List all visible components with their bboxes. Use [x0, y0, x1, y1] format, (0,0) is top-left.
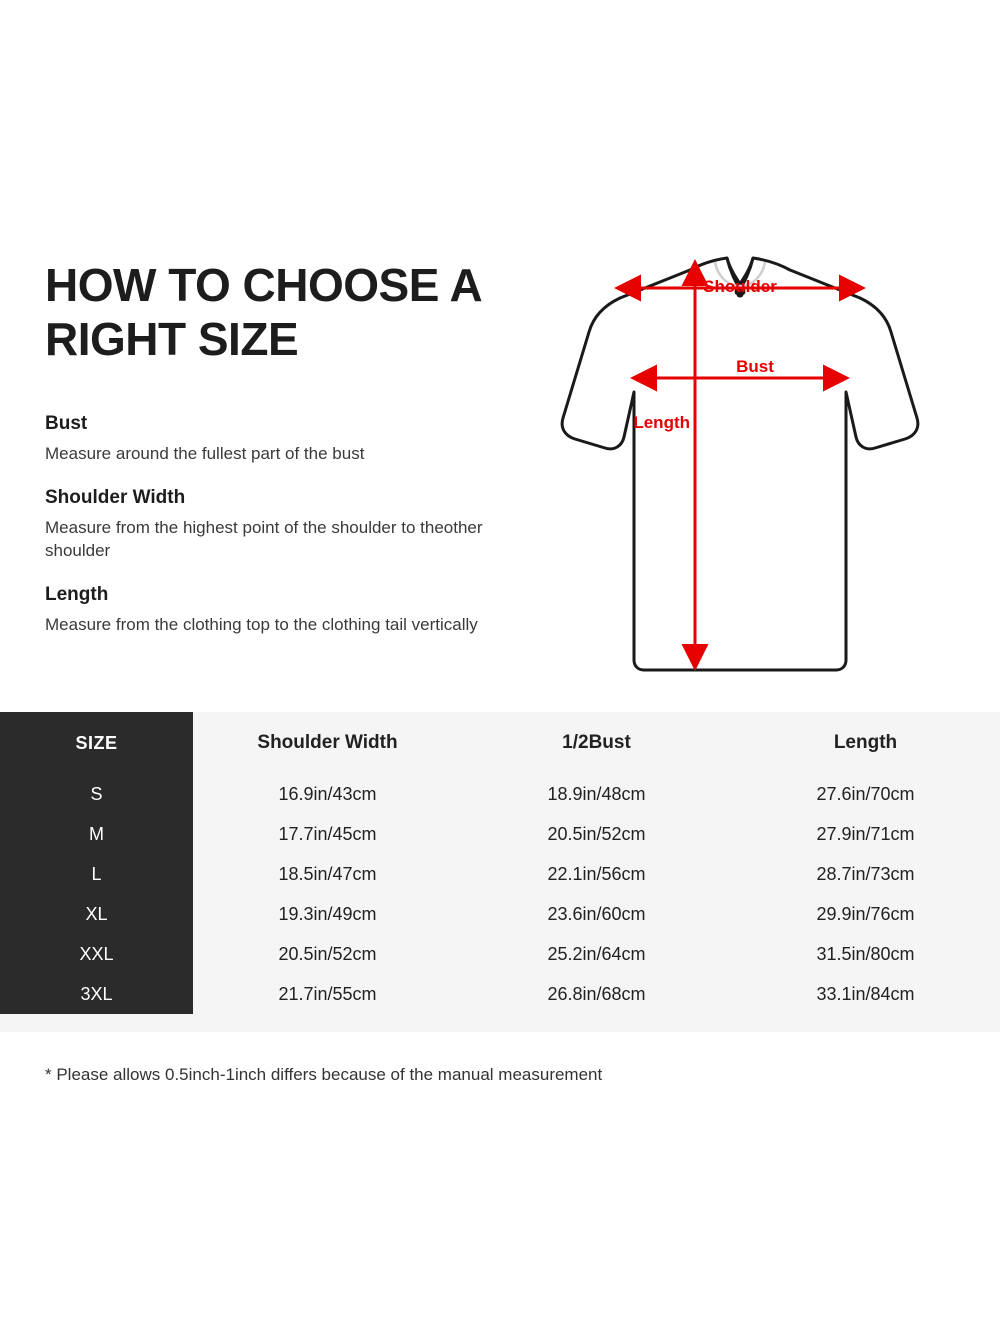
size-chart-table-wrapper: [0, 712, 1000, 1032]
cell-length: 28.7in/73cm: [731, 854, 1000, 894]
tshirt-outline: [562, 258, 918, 670]
measurement-footnote: * Please allows 0.5inch-1inch differs because of the manual measurement: [45, 1065, 603, 1084]
definition-desc-length: Measure from the clothing top to the clothing tail vertically: [45, 615, 478, 634]
tshirt-measurement-diagram: [505, 240, 975, 690]
table-row: [0, 934, 1000, 974]
column-header-half-bust: 1/2Bust: [562, 732, 631, 753]
table-row: [0, 974, 1000, 1014]
cell-shoulder-width: 21.7in/55cm: [193, 974, 462, 1014]
length-label: Length: [633, 413, 690, 432]
bust-label: Bust: [736, 357, 774, 376]
page-title: HOW TO CHOOSE A RIGHT SIZE: [45, 259, 481, 365]
size-chart-table: [0, 712, 1000, 1014]
cell-half-bust: 18.9in/48cm: [462, 774, 731, 814]
cell-shoulder-width: 18.5in/47cm: [193, 854, 462, 894]
cell-length: 29.9in/76cm: [731, 894, 1000, 934]
column-header-length: Length: [833, 732, 898, 753]
definition-term-length: Length: [45, 584, 109, 605]
cell-shoulder-width: 20.5in/52cm: [193, 934, 462, 974]
column-header-size: SIZE: [0, 712, 193, 774]
cell-length: 31.5in/80cm: [731, 934, 1000, 974]
cell-half-bust: 22.1in/56cm: [462, 854, 731, 894]
shoulder-label: Shoulder: [703, 277, 777, 296]
definition-term-bust: Bust: [45, 413, 88, 434]
definition-desc-shoulder: Measure from the highest point of the shoulder to theother shoulder: [45, 518, 483, 560]
cell-half-bust: 23.6in/60cm: [462, 894, 731, 934]
cell-half-bust: 26.8in/68cm: [462, 974, 731, 1014]
cell-shoulder-width: 19.3in/49cm: [193, 894, 462, 934]
definitions-list: [45, 413, 505, 658]
table-row: [0, 814, 1000, 854]
cell-length: 27.9in/71cm: [731, 814, 1000, 854]
cell-shoulder-width: 17.7in/45cm: [193, 814, 462, 854]
cell-length: 33.1in/84cm: [731, 974, 1000, 1014]
definition-term-shoulder: Shoulder Width: [45, 487, 186, 508]
cell-size: S: [0, 774, 193, 814]
table-header-row: [0, 712, 1000, 774]
definition-desc-bust: Measure around the fullest part of the bust: [45, 444, 365, 463]
cell-length: 27.6in/70cm: [731, 774, 1000, 814]
cell-size: XL: [0, 894, 193, 934]
cell-size: XXL: [0, 934, 193, 974]
table-row: [0, 854, 1000, 894]
cell-size: M: [0, 814, 193, 854]
cell-size: L: [0, 854, 193, 894]
column-header-shoulder-width: Shoulder Width: [257, 732, 398, 753]
cell-shoulder-width: 16.9in/43cm: [193, 774, 462, 814]
cell-size: 3XL: [0, 974, 193, 1014]
table-row: [0, 894, 1000, 934]
cell-half-bust: 20.5in/52cm: [462, 814, 731, 854]
cell-half-bust: 25.2in/64cm: [462, 934, 731, 974]
table-row: [0, 774, 1000, 814]
